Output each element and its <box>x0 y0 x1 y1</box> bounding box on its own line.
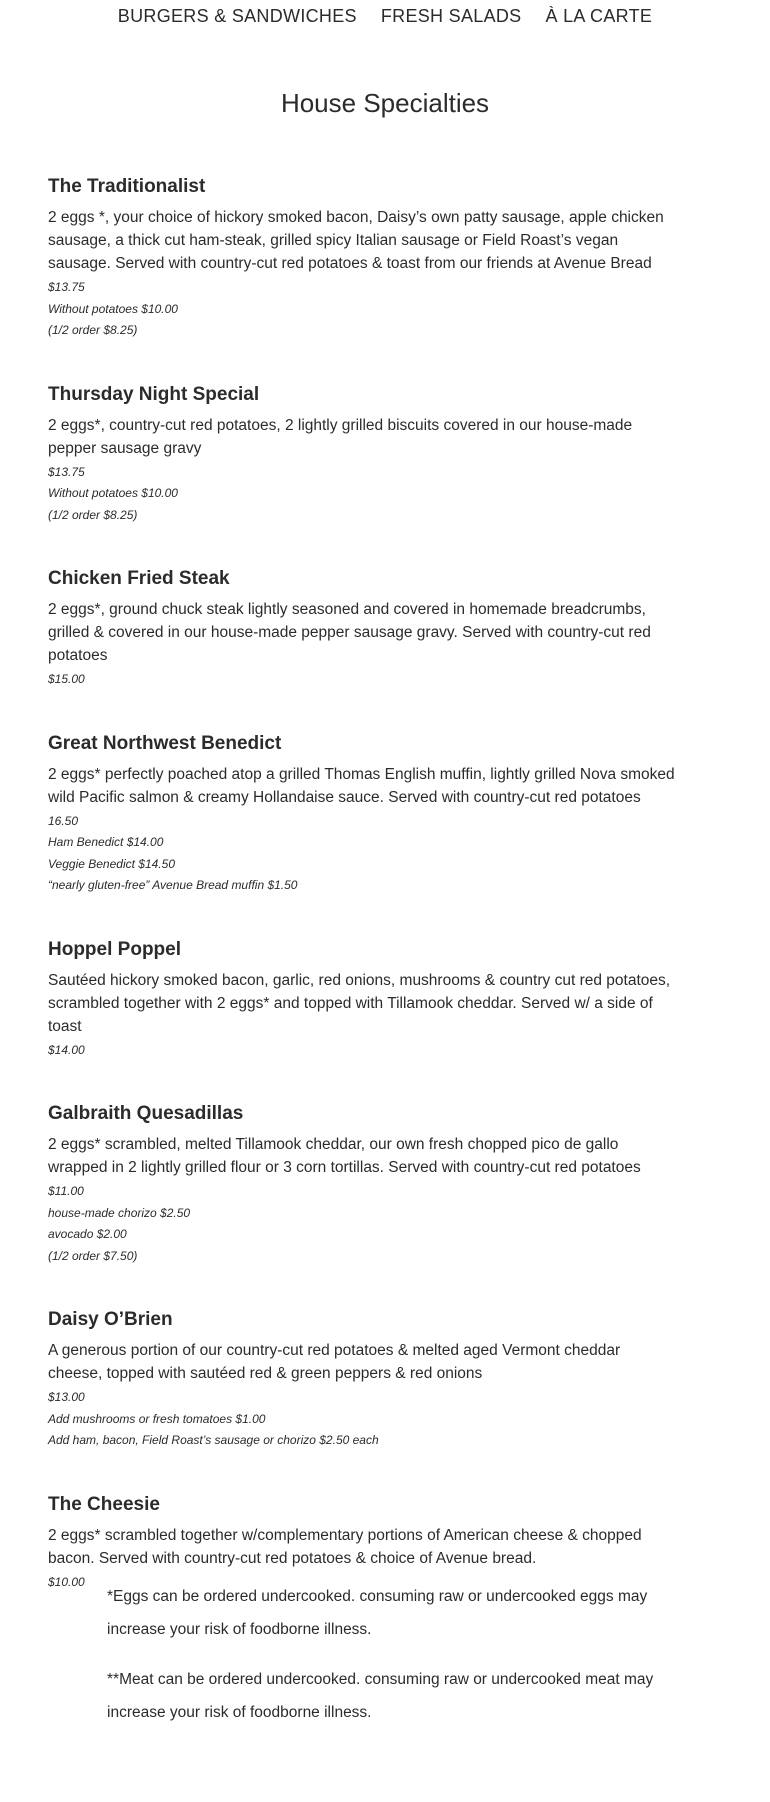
menu-item-description: 2 eggs* scrambled together w/complementary portions of American cheese & chopped bacon. Served with country-cut red potatoes & choice of Avenue bread. <box>48 1526 642 1567</box>
menu-item <box>48 384 678 527</box>
menu-item-extra: Without potatoes $10.00 <box>48 301 178 316</box>
menu-item-name: Chicken Fried Steak <box>48 568 230 589</box>
menu-item-price: 16.50 <box>48 813 79 828</box>
menu-item-extra: Ham Benedict $14.00 <box>48 835 164 849</box>
menu-item-name: Hoppel Poppel <box>48 938 181 960</box>
disclaimer-text: **Meat can be ordered undercooked. consuming raw or undercooked meat may increase your risk of foodborne illness. <box>107 1671 654 1721</box>
menu-item-name: Thursday Night Special <box>48 383 260 405</box>
menu-item-name: The Cheesie <box>48 1493 160 1515</box>
menu-item-price: $10.00 <box>48 1574 85 1589</box>
menu-item-description: 2 eggs*, country-cut red potatoes, 2 lightly grilled biscuits covered in our house-made pepper sausage gravy <box>48 416 633 457</box>
top-navigation <box>0 6 770 27</box>
menu-list <box>48 176 678 1635</box>
menu-item-extra: (1/2 order $8.25) <box>48 323 138 337</box>
menu-item-name: Daisy O’Brien <box>48 1309 173 1330</box>
menu-item <box>48 733 678 897</box>
nav-link-burgers-sandwiches[interactable]: BURGERS & SANDWICHES <box>117 6 357 26</box>
menu-item-price: $13.75 <box>48 280 85 294</box>
menu-item <box>48 568 678 691</box>
menu-item-price: $11.00 <box>48 1184 84 1198</box>
menu-item-extra: (1/2 order $8.25) <box>48 507 138 522</box>
menu-item-name: The Traditionalist <box>48 176 206 197</box>
menu-item-extra: “nearly gluten-free” Avenue Bread muffin $1.50 <box>48 878 298 892</box>
menu-item-price: $15.00 <box>48 672 85 686</box>
menu-item-extra: house-made chorizo $2.50 <box>48 1205 191 1220</box>
menu-item <box>48 1103 678 1267</box>
menu-item-extra: Add mushrooms or fresh tomatoes $1.00 <box>48 1411 266 1426</box>
menu-item-extra: Without potatoes $10.00 <box>48 486 178 500</box>
nav-link-a-la-carte[interactable]: À LA CARTE <box>545 6 653 26</box>
menu-item-extra: avocado $2.00 <box>48 1227 127 1241</box>
menu-item-description: 2 eggs* perfectly poached atop a grilled Thomas English muffin, lightly grilled Nova smoked wild Pacific salmon & creamy Hollandaise sauce. Served with country-cut red potatoes <box>48 765 675 806</box>
menu-item-extra: Veggie Benedict $14.50 <box>48 856 175 871</box>
page-title: House Specialties <box>280 88 490 118</box>
menu-item-price: $13.75 <box>48 464 85 479</box>
nav-link-fresh-salads[interactable]: FRESH SALADS <box>380 6 522 26</box>
menu-item <box>48 939 678 1062</box>
menu-item <box>48 1494 678 1594</box>
menu-item-description: A generous portion of our country-cut red potatoes & melted aged Vermont cheddar cheese, topped with sautéed red & green peppers & red onions <box>48 1342 621 1382</box>
disclaimers <box>107 1580 667 1746</box>
menu-item-extra: Add ham, bacon, Field Roast’s sausage or chorizo $2.50 each <box>48 1433 379 1447</box>
disclaimer-text: *Eggs can be ordered undercooked. consuming raw or undercooked eggs may increase your risk of foodborne illness. <box>107 1588 648 1638</box>
menu-item-description: 2 eggs*, ground chuck steak lightly seasoned and covered in homemade breadcrumbs, grilled & covered in our house-made pepper sausage gravy. Served with country-cut red potatoes <box>48 601 651 664</box>
menu-item-description: Sautéed hickory smoked bacon, garlic, red onions, mushrooms & country cut red potatoes, scrambled together with 2 eggs* and topped with Tillamook cheddar. Served w/ a side of toast <box>48 971 671 1035</box>
menu-item-description: 2 eggs *, your choice of hickory smoked bacon, Daisy’s own patty sausage, apple chicken sausage, a thick cut ham-steak, grilled spicy Italian sausage or Field Roast’s vegan sausage. Served with country-cut red potatoes & toast from our friends at Avenue Bread <box>48 209 664 272</box>
menu-item-price: $13.00 <box>48 1390 85 1404</box>
menu-item-price: $14.00 <box>48 1042 85 1057</box>
menu-item <box>48 1309 678 1452</box>
menu-item-name: Galbraith Quesadillas <box>48 1103 244 1124</box>
menu-item <box>48 176 678 342</box>
menu-item-name: Great Northwest Benedict <box>48 732 282 754</box>
menu-item-description: 2 eggs* scrambled, melted Tillamook cheddar, our own fresh chopped pico de gallo wrapped in 2 lightly grilled flour or 3 corn tortillas. Served with country-cut red potatoes <box>48 1136 641 1176</box>
menu-item-extra: (1/2 order $7.50) <box>48 1248 138 1263</box>
